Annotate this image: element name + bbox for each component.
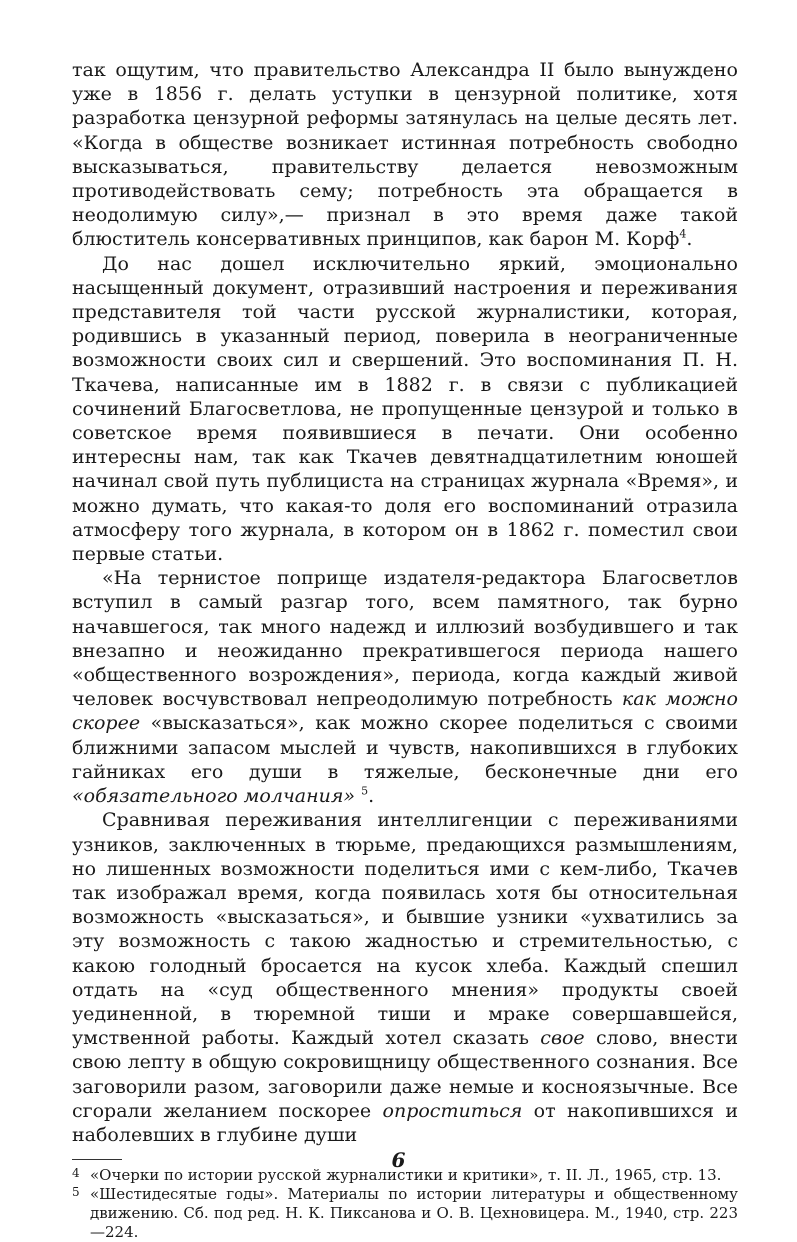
emphasis: «обязательного молчания»	[72, 785, 356, 808]
paragraph-3-quote: «На тернистое поприще издателя-редактора Благосветлов вступил в самый разгар того, всем памятного, так бурно начавшегося, так много надежд и иллюзий возбудившего и так внезапно и неожиданно прекратившегося периода нашего «общественного возрождения», периода, когда каждый живой человек восчувствовал непреодолимую потребность как можно скорее «высказаться», как можно скорее поделиться с своими ближними запасом мыслей и чувств, накопившихся в глубоких гайниках его души в тяжелые, бесконечные дни его «обязательного молчания» $^5$.	[72, 567, 739, 808]
paragraph-2: До нас дошел исключительно яркий, эмоционально насыщенный документ, отразивший настроения и переживания представителя той части русской журналистики, которая, родившись в указанный период, поверила в неограниченные возможности своих сил и свершений. Это воспоминания П. Н. Ткачева, написанные им в 1882 г. в связи с публикацией сочинений Благосветлова, не пропущенные цензурой и только в советское время появившиеся в печати. Они особенно интересны нам, так как Ткачев девятнадцатилетним юношей начинал свой путь публициста на страницах журнала «Время», и можно думать, что какая-то доля его воспоминаний отразила атмосферу того журнала, в котором он в 1862 г. поместил свои первые статьи.	[72, 252, 738, 566]
footnote-ref-5: 5	[361, 784, 369, 798]
page-body	[72, 58, 738, 1242]
footnote-number: 4	[72, 1166, 80, 1181]
footnote-number: 5	[72, 1185, 80, 1200]
footnote-text: «Очерки по истории русской журналистики и критики», т. II. Л., 1965, стр. 13.	[90, 1166, 722, 1185]
page-number: 6	[391, 1148, 406, 1172]
emphasis: свое	[540, 1027, 585, 1050]
paragraph-1: так ощутим, что правительство Александра II было вынуждено уже в 1856 г. делать уступки в цензурной политике, хотя разработка цензурной реформы затянулась на целые десять лет. «Когда в обществе возникает истинная потребность свободно высказываться, правительству делается невозможным противодействовать сему; потребность эта обращается в неодолимую силу»,— признал в это время даже такой блюститель консервативных принципов, как барон М. Корф$^4$.	[72, 59, 738, 251]
footnote-ref-4: 4	[679, 228, 687, 242]
footnote-text: «Шестидесятые годы». Материалы по истории литературы и общественному движению. Сб. под ред. Н. К. Пиксанова и О. В. Цехновицера. М., 1940, стр. 223—224.	[90, 1185, 738, 1242]
emphasis: как можно скорее	[72, 688, 739, 735]
footnote-5	[72, 1185, 738, 1242]
paragraph-4: Сравнивая переживания интеллигенции с переживаниями узников, заключенных в тюрьме, предающихся размышлениям, но лишенных возможности поделиться ими с кем-либо, Ткачев так изображал время, когда появилась хотя бы относительная возможность «высказаться», и бывшие узники «ухватились за эту возможность с такою жадностью и стремительностью, с какою голодный бросается на кусок хлеба. Каждый спешил отдать на «суд общественного мнения» продукты своей уединенной, в тюремной тиши и мраке совершавшейся, умственной работы. Каждый хотел сказать свое слово, внести свою лепту в общую сокровищницу общественного сознания. Все заговорили разом, заговорили даже немые и косноязычные. Все сгорали желанием поскорее опроститься от накопившихся и наболевших в глубине души	[72, 809, 738, 1146]
emphasis: опроститься	[382, 1099, 523, 1122]
